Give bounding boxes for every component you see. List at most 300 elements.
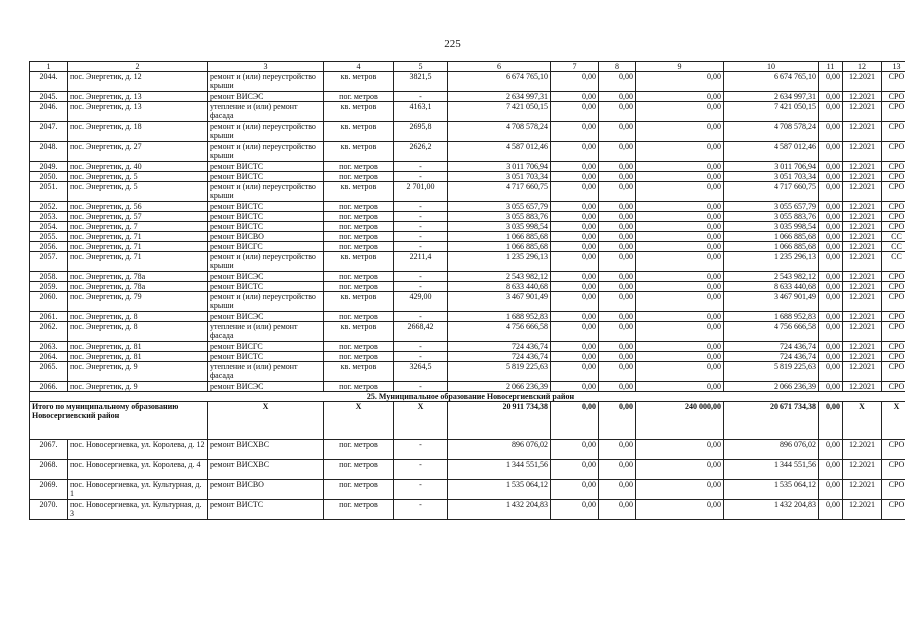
row-number-cell: 2046. — [30, 102, 68, 122]
total-cost-cell: 1 535 064,12 — [448, 480, 551, 500]
value-cell: 0,00 — [599, 142, 636, 162]
row-number-cell: 2049. — [30, 162, 68, 172]
work-type-cell: ремонт и (или) переустройство крыши — [208, 122, 324, 142]
address-cell: пос. Энергетик, д. 8 — [68, 312, 208, 322]
value-cell: 0,00 — [551, 212, 599, 222]
date-cell: 12.2021 — [843, 312, 882, 322]
address-cell: пос. Энергетик, д. 5 — [68, 182, 208, 202]
unit-cell: пог. метров — [324, 272, 394, 282]
address-cell: пос. Энергетик, д. 13 — [68, 102, 208, 122]
date-cell: 12.2021 — [843, 182, 882, 202]
date-cell: 12.2021 — [843, 272, 882, 282]
date-cell: 12.2021 — [843, 292, 882, 312]
value-cell: 4 708 578,24 — [724, 122, 819, 142]
date-cell: 12.2021 — [843, 202, 882, 212]
quantity-cell: - — [394, 460, 448, 480]
total-cost-cell: 6 674 765,10 — [448, 72, 551, 92]
work-type-cell: ремонт ВИСЭС — [208, 272, 324, 282]
value-cell: 0,00 — [551, 342, 599, 352]
value-cell: 0,00 — [551, 222, 599, 232]
work-type-cell: ремонт ВИСГС — [208, 342, 324, 352]
method-cell: СРО — [882, 322, 905, 342]
unit-cell: пог. метров — [324, 312, 394, 322]
total-value-cell: X — [208, 402, 324, 440]
work-type-cell: ремонт ВИСЭС — [208, 312, 324, 322]
total-cost-cell: 3 055 883,76 — [448, 212, 551, 222]
date-cell: 12.2021 — [843, 172, 882, 182]
work-type-cell: ремонт ВИСТС — [208, 282, 324, 292]
address-cell: пос. Энергетик, д. 18 — [68, 122, 208, 142]
row-number-cell: 2051. — [30, 182, 68, 202]
value-cell: 0,00 — [819, 92, 843, 102]
date-cell: 12.2021 — [843, 342, 882, 352]
work-type-cell: ремонт и (или) переустройство крыши — [208, 182, 324, 202]
value-cell: 0,00 — [551, 142, 599, 162]
total-cost-cell: 8 633 440,68 — [448, 282, 551, 292]
value-cell: 0,00 — [636, 182, 724, 202]
row-number-cell: 2055. — [30, 232, 68, 242]
quantity-cell: - — [394, 222, 448, 232]
row-number-cell: 2066. — [30, 382, 68, 392]
row-number-cell: 2062. — [30, 322, 68, 342]
value-cell: 0,00 — [819, 480, 843, 500]
work-type-cell: ремонт ВИСТС — [208, 212, 324, 222]
quantity-cell: - — [394, 282, 448, 292]
total-value-cell: X — [324, 402, 394, 440]
total-row — [30, 402, 905, 440]
unit-cell: кв. метров — [324, 102, 394, 122]
total-value-cell: X — [843, 402, 882, 440]
value-cell: 0,00 — [551, 162, 599, 172]
row-number-cell: 2053. — [30, 212, 68, 222]
table-row — [30, 312, 905, 322]
value-cell: 7 421 050,15 — [724, 102, 819, 122]
value-cell: 0,00 — [599, 182, 636, 202]
quantity-cell: - — [394, 242, 448, 252]
address-cell: пос. Энергетик, д. 40 — [68, 162, 208, 172]
method-cell: СРО — [882, 500, 905, 520]
value-cell: 4 587 012,46 — [724, 142, 819, 162]
row-number-cell: 2045. — [30, 92, 68, 102]
value-cell: 2 543 982,12 — [724, 272, 819, 282]
value-cell: 0,00 — [551, 122, 599, 142]
unit-cell: пог. метров — [324, 282, 394, 292]
date-cell: 12.2021 — [843, 162, 882, 172]
register-table — [29, 61, 905, 520]
table-row — [30, 122, 905, 142]
address-cell: пос. Энергетик, д. 13 — [68, 92, 208, 102]
method-cell: СРО — [882, 282, 905, 292]
date-cell: 12.2021 — [843, 500, 882, 520]
date-cell: 12.2021 — [843, 480, 882, 500]
address-cell: пос. Энергетик, д. 9 — [68, 362, 208, 382]
value-cell: 0,00 — [819, 72, 843, 92]
address-cell: пос. Новосергиевка, ул. Королева, д. 12 — [68, 440, 208, 460]
table-row — [30, 172, 905, 182]
total-cost-cell: 4 708 578,24 — [448, 122, 551, 142]
value-cell: 0,00 — [819, 382, 843, 392]
value-cell: 0,00 — [636, 272, 724, 282]
quantity-cell: 3821,5 — [394, 72, 448, 92]
total-cost-cell: 7 421 050,15 — [448, 102, 551, 122]
quantity-cell: 4163,1 — [394, 102, 448, 122]
work-type-cell: ремонт ВИСВО — [208, 232, 324, 242]
total-value-cell: 20 671 734,38 — [724, 402, 819, 440]
work-type-cell: ремонт ВИСТС — [208, 222, 324, 232]
table-row — [30, 382, 905, 392]
value-cell: 0,00 — [636, 342, 724, 352]
unit-cell: кв. метров — [324, 142, 394, 162]
work-type-cell: ремонт ВИСХВС — [208, 440, 324, 460]
column-number-header: 11 — [819, 62, 843, 72]
unit-cell: кв. метров — [324, 182, 394, 202]
row-number-cell: 2065. — [30, 362, 68, 382]
address-cell: пос. Энергетик, д. 7 — [68, 222, 208, 232]
value-cell: 0,00 — [819, 440, 843, 460]
quantity-cell: - — [394, 480, 448, 500]
method-cell: СРО — [882, 212, 905, 222]
unit-cell: пог. метров — [324, 92, 394, 102]
work-type-cell: ремонт ВИСЭС — [208, 92, 324, 102]
address-cell: пос. Энергетик, д. 71 — [68, 242, 208, 252]
address-cell: пос. Новосергиевка, ул. Культурная, д. 3 — [68, 500, 208, 520]
quantity-cell: 2695,8 — [394, 122, 448, 142]
value-cell: 724 436,74 — [724, 342, 819, 352]
row-number-cell: 2044. — [30, 72, 68, 92]
total-cost-cell: 896 076,02 — [448, 440, 551, 460]
quantity-cell: - — [394, 212, 448, 222]
value-cell: 0,00 — [819, 312, 843, 322]
table-row — [30, 232, 905, 242]
table-row — [30, 322, 905, 342]
value-cell: 0,00 — [599, 460, 636, 480]
table-row — [30, 102, 905, 122]
address-cell: пос. Новосергиевка, ул. Культурная, д. 1 — [68, 480, 208, 500]
unit-cell: кв. метров — [324, 362, 394, 382]
table-row — [30, 162, 905, 172]
value-cell: 0,00 — [819, 182, 843, 202]
date-cell: 12.2021 — [843, 142, 882, 162]
total-cost-cell: 2 066 236,39 — [448, 382, 551, 392]
method-cell: СРО — [882, 440, 905, 460]
method-cell: СРО — [882, 292, 905, 312]
work-type-cell: ремонт ВИСТС — [208, 352, 324, 362]
value-cell: 2 066 236,39 — [724, 382, 819, 392]
value-cell: 0,00 — [819, 172, 843, 182]
method-cell: СРО — [882, 352, 905, 362]
value-cell: 0,00 — [551, 460, 599, 480]
total-value-cell: 0,00 — [551, 402, 599, 440]
table-row — [30, 362, 905, 382]
value-cell: 0,00 — [599, 382, 636, 392]
total-value-cell: 240 000,00 — [636, 402, 724, 440]
quantity-cell: - — [394, 92, 448, 102]
date-cell: 12.2021 — [843, 222, 882, 232]
value-cell: 0,00 — [636, 292, 724, 312]
quantity-cell: - — [394, 272, 448, 282]
value-cell: 1 066 885,68 — [724, 242, 819, 252]
date-cell: 12.2021 — [843, 242, 882, 252]
date-cell: 12.2021 — [843, 282, 882, 292]
value-cell: 0,00 — [551, 72, 599, 92]
quantity-cell: - — [394, 162, 448, 172]
value-cell: 0,00 — [819, 342, 843, 352]
unit-cell: пог. метров — [324, 242, 394, 252]
value-cell: 0,00 — [551, 312, 599, 322]
value-cell: 0,00 — [819, 102, 843, 122]
work-type-cell: ремонт ВИСТС — [208, 202, 324, 212]
row-number-cell: 2056. — [30, 242, 68, 252]
method-cell: СРО — [882, 382, 905, 392]
value-cell: 0,00 — [819, 232, 843, 242]
value-cell: 0,00 — [819, 242, 843, 252]
column-number-header: 4 — [324, 62, 394, 72]
unit-cell: пог. метров — [324, 500, 394, 520]
unit-cell: пог. метров — [324, 232, 394, 242]
quantity-cell: 429,00 — [394, 292, 448, 312]
address-cell: пос. Энергетик, д. 81 — [68, 352, 208, 362]
row-number-cell: 2052. — [30, 202, 68, 212]
value-cell: 1 235 296,13 — [724, 252, 819, 272]
date-cell: 12.2021 — [843, 232, 882, 242]
value-cell: 8 633 440,68 — [724, 282, 819, 292]
unit-cell: пог. метров — [324, 342, 394, 352]
value-cell: 6 674 765,10 — [724, 72, 819, 92]
value-cell: 0,00 — [636, 142, 724, 162]
total-cost-cell: 3 035 998,54 — [448, 222, 551, 232]
value-cell: 0,00 — [636, 362, 724, 382]
unit-cell: пог. метров — [324, 222, 394, 232]
column-number-header: 9 — [636, 62, 724, 72]
address-cell: пос. Энергетик, д. 79 — [68, 292, 208, 312]
value-cell: 0,00 — [819, 222, 843, 232]
row-number-cell: 2070. — [30, 500, 68, 520]
value-cell: 0,00 — [636, 122, 724, 142]
work-type-cell: ремонт и (или) переустройство крыши — [208, 72, 324, 92]
total-value-cell: X — [882, 402, 905, 440]
work-type-cell: ремонт ВИСВО — [208, 480, 324, 500]
quantity-cell: - — [394, 382, 448, 392]
value-cell: 3 055 657,79 — [724, 202, 819, 212]
table-row — [30, 92, 905, 102]
table-row — [30, 142, 905, 162]
value-cell: 0,00 — [599, 342, 636, 352]
total-cost-cell: 1 066 885,68 — [448, 242, 551, 252]
value-cell: 0,00 — [636, 202, 724, 212]
method-cell: СРО — [882, 92, 905, 102]
row-number-cell: 2047. — [30, 122, 68, 142]
date-cell: 12.2021 — [843, 212, 882, 222]
value-cell: 0,00 — [551, 322, 599, 342]
value-cell: 0,00 — [636, 500, 724, 520]
total-cost-cell: 1 066 885,68 — [448, 232, 551, 242]
value-cell: 0,00 — [599, 272, 636, 282]
row-number-cell: 2060. — [30, 292, 68, 312]
method-cell: СРО — [882, 172, 905, 182]
address-cell: пос. Энергетик, д. 8 — [68, 322, 208, 342]
table-row — [30, 460, 905, 480]
value-cell: 0,00 — [599, 92, 636, 102]
column-number-header: 12 — [843, 62, 882, 72]
value-cell: 0,00 — [636, 162, 724, 172]
work-type-cell: ремонт ВИСТС — [208, 172, 324, 182]
date-cell: 12.2021 — [843, 362, 882, 382]
address-cell: пос. Энергетик, д. 81 — [68, 342, 208, 352]
quantity-cell: - — [394, 312, 448, 322]
unit-cell: пог. метров — [324, 202, 394, 212]
value-cell: 0,00 — [599, 252, 636, 272]
value-cell: 4 756 666,58 — [724, 322, 819, 342]
address-cell: пос. Энергетик, д. 9 — [68, 382, 208, 392]
page-number: 225 — [444, 38, 461, 50]
value-cell: 0,00 — [636, 282, 724, 292]
method-cell: СРО — [882, 162, 905, 172]
value-cell: 0,00 — [636, 102, 724, 122]
date-cell: 12.2021 — [843, 440, 882, 460]
total-cost-cell: 1 688 952,83 — [448, 312, 551, 322]
value-cell: 0,00 — [819, 500, 843, 520]
work-type-cell: утепление и (или) ремонт фасада — [208, 322, 324, 342]
unit-cell: пог. метров — [324, 212, 394, 222]
unit-cell: пог. метров — [324, 352, 394, 362]
value-cell: 0,00 — [599, 102, 636, 122]
value-cell: 0,00 — [636, 352, 724, 362]
section-title: 25. Муниципальное образование Новосергиевский район — [30, 392, 905, 402]
value-cell: 0,00 — [551, 232, 599, 242]
value-cell: 0,00 — [599, 312, 636, 322]
total-cost-cell: 4 756 666,58 — [448, 322, 551, 342]
value-cell: 0,00 — [551, 252, 599, 272]
value-cell: 896 076,02 — [724, 440, 819, 460]
address-cell: пос. Новосергиевка, ул. Королева, д. 4 — [68, 460, 208, 480]
value-cell: 0,00 — [636, 480, 724, 500]
address-cell: пос. Энергетик, д. 71 — [68, 232, 208, 242]
total-cost-cell: 5 819 225,63 — [448, 362, 551, 382]
value-cell: 0,00 — [636, 322, 724, 342]
work-type-cell: ремонт ВИСТС — [208, 500, 324, 520]
method-cell: СРО — [882, 362, 905, 382]
quantity-cell: 2626,2 — [394, 142, 448, 162]
table-row — [30, 440, 905, 460]
date-cell: 12.2021 — [843, 382, 882, 392]
quantity-cell: - — [394, 500, 448, 520]
total-cost-cell: 3 055 657,79 — [448, 202, 551, 212]
table-row — [30, 242, 905, 252]
value-cell: 0,00 — [551, 440, 599, 460]
value-cell: 0,00 — [636, 252, 724, 272]
method-cell: СС — [882, 232, 905, 242]
value-cell: 0,00 — [551, 202, 599, 212]
value-cell: 0,00 — [551, 272, 599, 282]
total-value-cell: 0,00 — [819, 402, 843, 440]
column-number-header: 8 — [599, 62, 636, 72]
date-cell: 12.2021 — [843, 102, 882, 122]
unit-cell: пог. метров — [324, 172, 394, 182]
address-cell: пос. Энергетик, д. 71 — [68, 252, 208, 272]
total-cost-cell: 4 587 012,46 — [448, 142, 551, 162]
value-cell: 0,00 — [551, 352, 599, 362]
value-cell: 0,00 — [599, 480, 636, 500]
value-cell: 0,00 — [819, 292, 843, 312]
address-cell: пос. Энергетик, д. 5 — [68, 172, 208, 182]
date-cell: 12.2021 — [843, 122, 882, 142]
value-cell: 0,00 — [636, 232, 724, 242]
quantity-cell: - — [394, 342, 448, 352]
method-cell: СРО — [882, 342, 905, 352]
work-type-cell: утепление и (или) ремонт фасада — [208, 102, 324, 122]
row-number-cell: 2059. — [30, 282, 68, 292]
total-cost-cell: 2 634 997,31 — [448, 92, 551, 102]
work-type-cell: утепление и (или) ремонт фасада — [208, 362, 324, 382]
row-number-cell: 2050. — [30, 172, 68, 182]
row-number-cell: 2064. — [30, 352, 68, 362]
method-cell: СРО — [882, 202, 905, 212]
value-cell: 3 051 703,34 — [724, 172, 819, 182]
value-cell: 0,00 — [636, 172, 724, 182]
value-cell: 0,00 — [636, 440, 724, 460]
value-cell: 0,00 — [551, 182, 599, 202]
row-number-cell: 2068. — [30, 460, 68, 480]
row-number-cell: 2054. — [30, 222, 68, 232]
work-type-cell: ремонт и (или) переустройство крыши — [208, 142, 324, 162]
total-value-cell: 0,00 — [599, 402, 636, 440]
total-cost-cell: 3 011 706,94 — [448, 162, 551, 172]
value-cell: 0,00 — [599, 72, 636, 92]
table-row — [30, 500, 905, 520]
table-row — [30, 292, 905, 312]
value-cell: 2 634 997,31 — [724, 92, 819, 102]
unit-cell: пог. метров — [324, 480, 394, 500]
quantity-cell: 2211,4 — [394, 252, 448, 272]
work-type-cell: ремонт и (или) переустройство крыши — [208, 252, 324, 272]
date-cell: 12.2021 — [843, 322, 882, 342]
total-value-cell: X — [394, 402, 448, 440]
address-cell: пос. Энергетик, д. 12 — [68, 72, 208, 92]
value-cell: 3 055 883,76 — [724, 212, 819, 222]
value-cell: 0,00 — [819, 282, 843, 292]
value-cell: 0,00 — [819, 202, 843, 212]
total-cost-cell: 2 543 982,12 — [448, 272, 551, 282]
total-cost-cell: 3 051 703,34 — [448, 172, 551, 182]
column-number-header: 6 — [448, 62, 551, 72]
total-cost-cell: 1 235 296,13 — [448, 252, 551, 272]
value-cell: 0,00 — [636, 460, 724, 480]
value-cell: 0,00 — [599, 212, 636, 222]
value-cell: 1 432 204,83 — [724, 500, 819, 520]
value-cell: 0,00 — [599, 242, 636, 252]
column-number-header: 2 — [68, 62, 208, 72]
table-row — [30, 252, 905, 272]
value-cell: 0,00 — [819, 162, 843, 172]
method-cell: СРО — [882, 122, 905, 142]
table-row — [30, 72, 905, 92]
value-cell: 1 688 952,83 — [724, 312, 819, 322]
quantity-cell: 2668,42 — [394, 322, 448, 342]
address-cell: пос. Энергетик, д. 78а — [68, 282, 208, 292]
work-type-cell: ремонт ВИСХВС — [208, 460, 324, 480]
value-cell: 0,00 — [636, 242, 724, 252]
table-row — [30, 202, 905, 212]
value-cell: 0,00 — [551, 92, 599, 102]
method-cell: СС — [882, 252, 905, 272]
value-cell: 724 436,74 — [724, 352, 819, 362]
value-cell: 0,00 — [551, 102, 599, 122]
total-cost-cell: 1 344 551,56 — [448, 460, 551, 480]
value-cell: 0,00 — [551, 292, 599, 312]
unit-cell: кв. метров — [324, 292, 394, 312]
value-cell: 0,00 — [599, 352, 636, 362]
value-cell: 3 011 706,94 — [724, 162, 819, 172]
